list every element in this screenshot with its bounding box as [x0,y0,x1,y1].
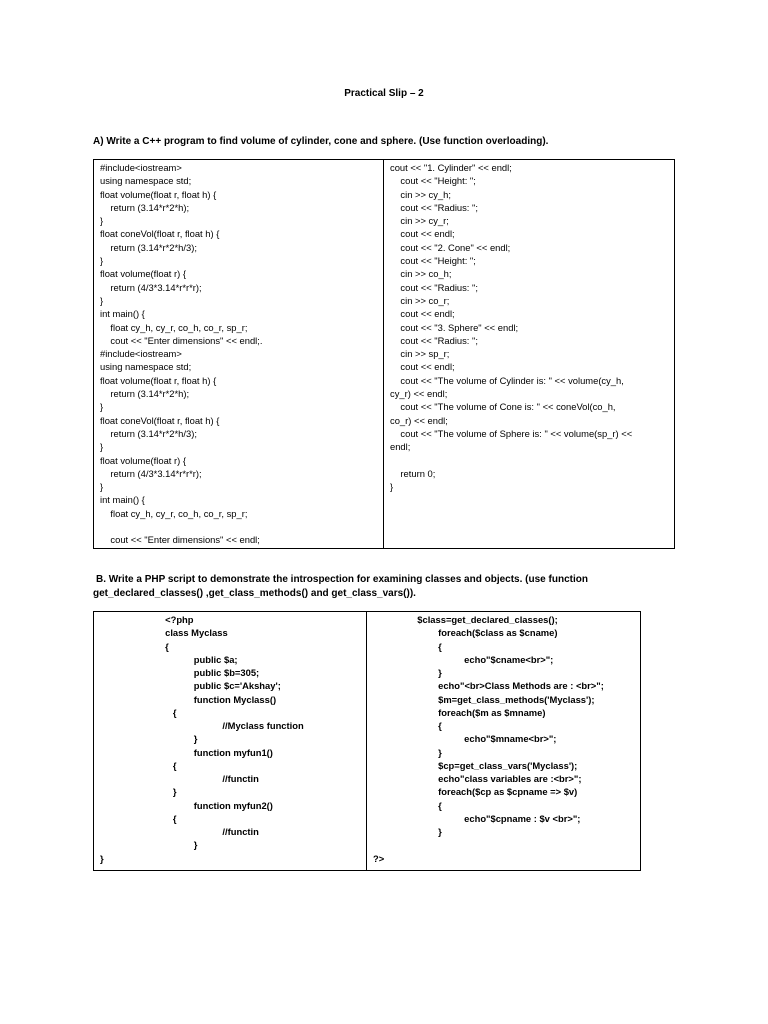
code-line: $cp=get_class_vars('Myclass'); [373,759,578,771]
code-line: cout << "3. Sphere" << endl; [390,321,519,333]
code-line: cout << "Radius: "; [390,334,478,346]
page-title: Practical Slip – 2 [344,88,424,99]
code-line: { [373,640,442,652]
code-line: } [100,481,104,493]
code-line: cout << "The volume of Sphere is: " << volume(sp_r) << [390,427,633,439]
code-line [390,454,674,467]
code-line: co_r) << endl; [390,414,448,426]
php-code-left-column [94,612,367,871]
code-line: float volume(float r) { [100,454,186,466]
code-line: //Myclass function [100,720,304,731]
code-line: cin >> cy_r; [390,215,449,227]
code-line: { [100,706,177,718]
code-line: return (4/3*3.14*r*r*r); [100,281,202,293]
code-line: } [373,826,442,837]
code-line: } [100,786,177,798]
code-line: //functin [100,773,259,784]
code-line: return (3.14*r*2*h/3); [100,241,197,253]
cpp-code-left-column [94,160,384,549]
code-line: echo"class variables are :<br>"; [373,773,582,784]
section-b-heading-line-2: get_declared_classes() ,get_class_methods() and get_class_vars()). [93,588,416,599]
code-line: cout << endl; [390,361,455,373]
code-line: } [100,401,104,413]
code-line: function Myclass() [100,693,277,705]
code-line: int main() { [100,308,145,320]
code-line: return (3.14*r*2*h); [100,388,190,400]
code-line: { [100,640,169,652]
code-line [100,520,383,533]
code-line: } [100,294,104,306]
code-line: int main() { [100,494,145,506]
code-line: { [100,812,177,824]
code-line: } [100,733,198,745]
code-line: cin >> cy_h; [390,188,451,200]
code-line: endl; [390,441,411,453]
code-line: cout << "Height: "; [390,175,476,187]
php-code-right-column [367,612,641,871]
code-line: //functin [100,826,259,837]
code-line: return 0; [390,467,436,479]
code-line: echo"$cpname : $v <br>"; [373,812,581,824]
code-line: public $c='Akshay'; [100,680,281,692]
code-line: cout << "Radius: "; [390,201,478,213]
code-line: cout << "1. Cylinder" << endl; [390,162,512,173]
cpp-code-table [93,159,675,549]
code-line: cout << "Radius: "; [390,281,478,293]
code-line: function myfun2() [100,799,273,811]
code-line: cout << "The volume of Cone is: " << coneVol(co_h, [390,401,616,413]
code-line: foreach($cp as $cpname => $v) [373,786,578,798]
section-b-heading-line-1: B. Write a PHP script to demonstrate the introspection for examining classes and objects. (use function [96,574,588,585]
code-line: cout << "Enter dimensions" << endl;. [100,334,263,346]
code-line: { [373,720,442,731]
code-line: #include<iostream> [100,348,182,360]
cpp-code-right-column [384,160,675,549]
code-line: echo"<br>Class Methods are : <br>"; [373,680,604,692]
code-line: <?php [100,614,194,625]
code-line: { [373,799,442,811]
code-line: } [100,839,198,851]
code-line: return (3.14*r*2*h); [100,201,190,213]
code-line: cin >> sp_r; [390,348,450,360]
code-line: } [373,746,442,758]
code-line: class Myclass [100,627,228,639]
code-line: foreach($m as $mname) [373,706,546,718]
code-line: float cy_h, cy_r, co_h, co_r, sp_r; [100,507,248,519]
section-a-heading: A) Write a C++ program to find volume of cylinder, cone and sphere. (Use function overloading). [93,136,549,147]
code-line: cin >> co_r; [390,294,450,306]
code-line: { [100,759,177,771]
code-line: using namespace std; [100,175,192,187]
code-line: function myfun1() [100,746,273,758]
code-line: cout << "Height: "; [390,255,476,267]
code-line: echo"$mname<br>"; [373,733,557,745]
code-line: cin >> co_h; [390,268,452,280]
code-line: cout << "The volume of Cylinder is: " << volume(cy_h, [390,374,624,386]
code-line: } [100,441,104,453]
code-line: foreach($class as $cname) [373,627,558,639]
code-line: } [100,255,104,267]
code-line: } [373,667,442,678]
code-line: float volume(float r) { [100,268,186,280]
code-line: public $a; [100,653,238,665]
code-line: cout << "2. Cone" << endl; [390,241,511,253]
code-line: } [100,215,104,227]
code-line: cout << endl; [390,228,455,240]
code-line: #include<iostream> [100,162,182,173]
code-line: return (4/3*3.14*r*r*r); [100,467,202,479]
code-line: float cy_h, cy_r, co_h, co_r, sp_r; [100,321,248,333]
code-line: float volume(float r, float h) { [100,188,217,200]
code-line: cy_r) << endl; [390,388,448,400]
code-line: public $b=305; [100,667,260,678]
code-line: float coneVol(float r, float h) { [100,228,220,240]
code-line: $m=get_class_methods('Myclass'); [373,693,595,705]
code-line: float volume(float r, float h) { [100,374,217,386]
code-line: cout << "Enter dimensions" << endl; [100,534,260,546]
code-line: $class=get_declared_classes(); [373,614,558,625]
code-line: float coneVol(float r, float h) { [100,414,220,426]
code-line: ?> [373,852,385,864]
code-line [373,838,640,851]
code-line: using namespace std; [100,361,192,373]
code-line: echo"$cname<br>"; [373,653,554,665]
section-b-heading [93,573,588,601]
code-line: } [100,852,104,864]
code-line: } [390,481,394,493]
code-line: return (3.14*r*2*h/3); [100,427,197,439]
code-line: cout << endl; [390,308,455,320]
php-code-table [93,611,641,871]
